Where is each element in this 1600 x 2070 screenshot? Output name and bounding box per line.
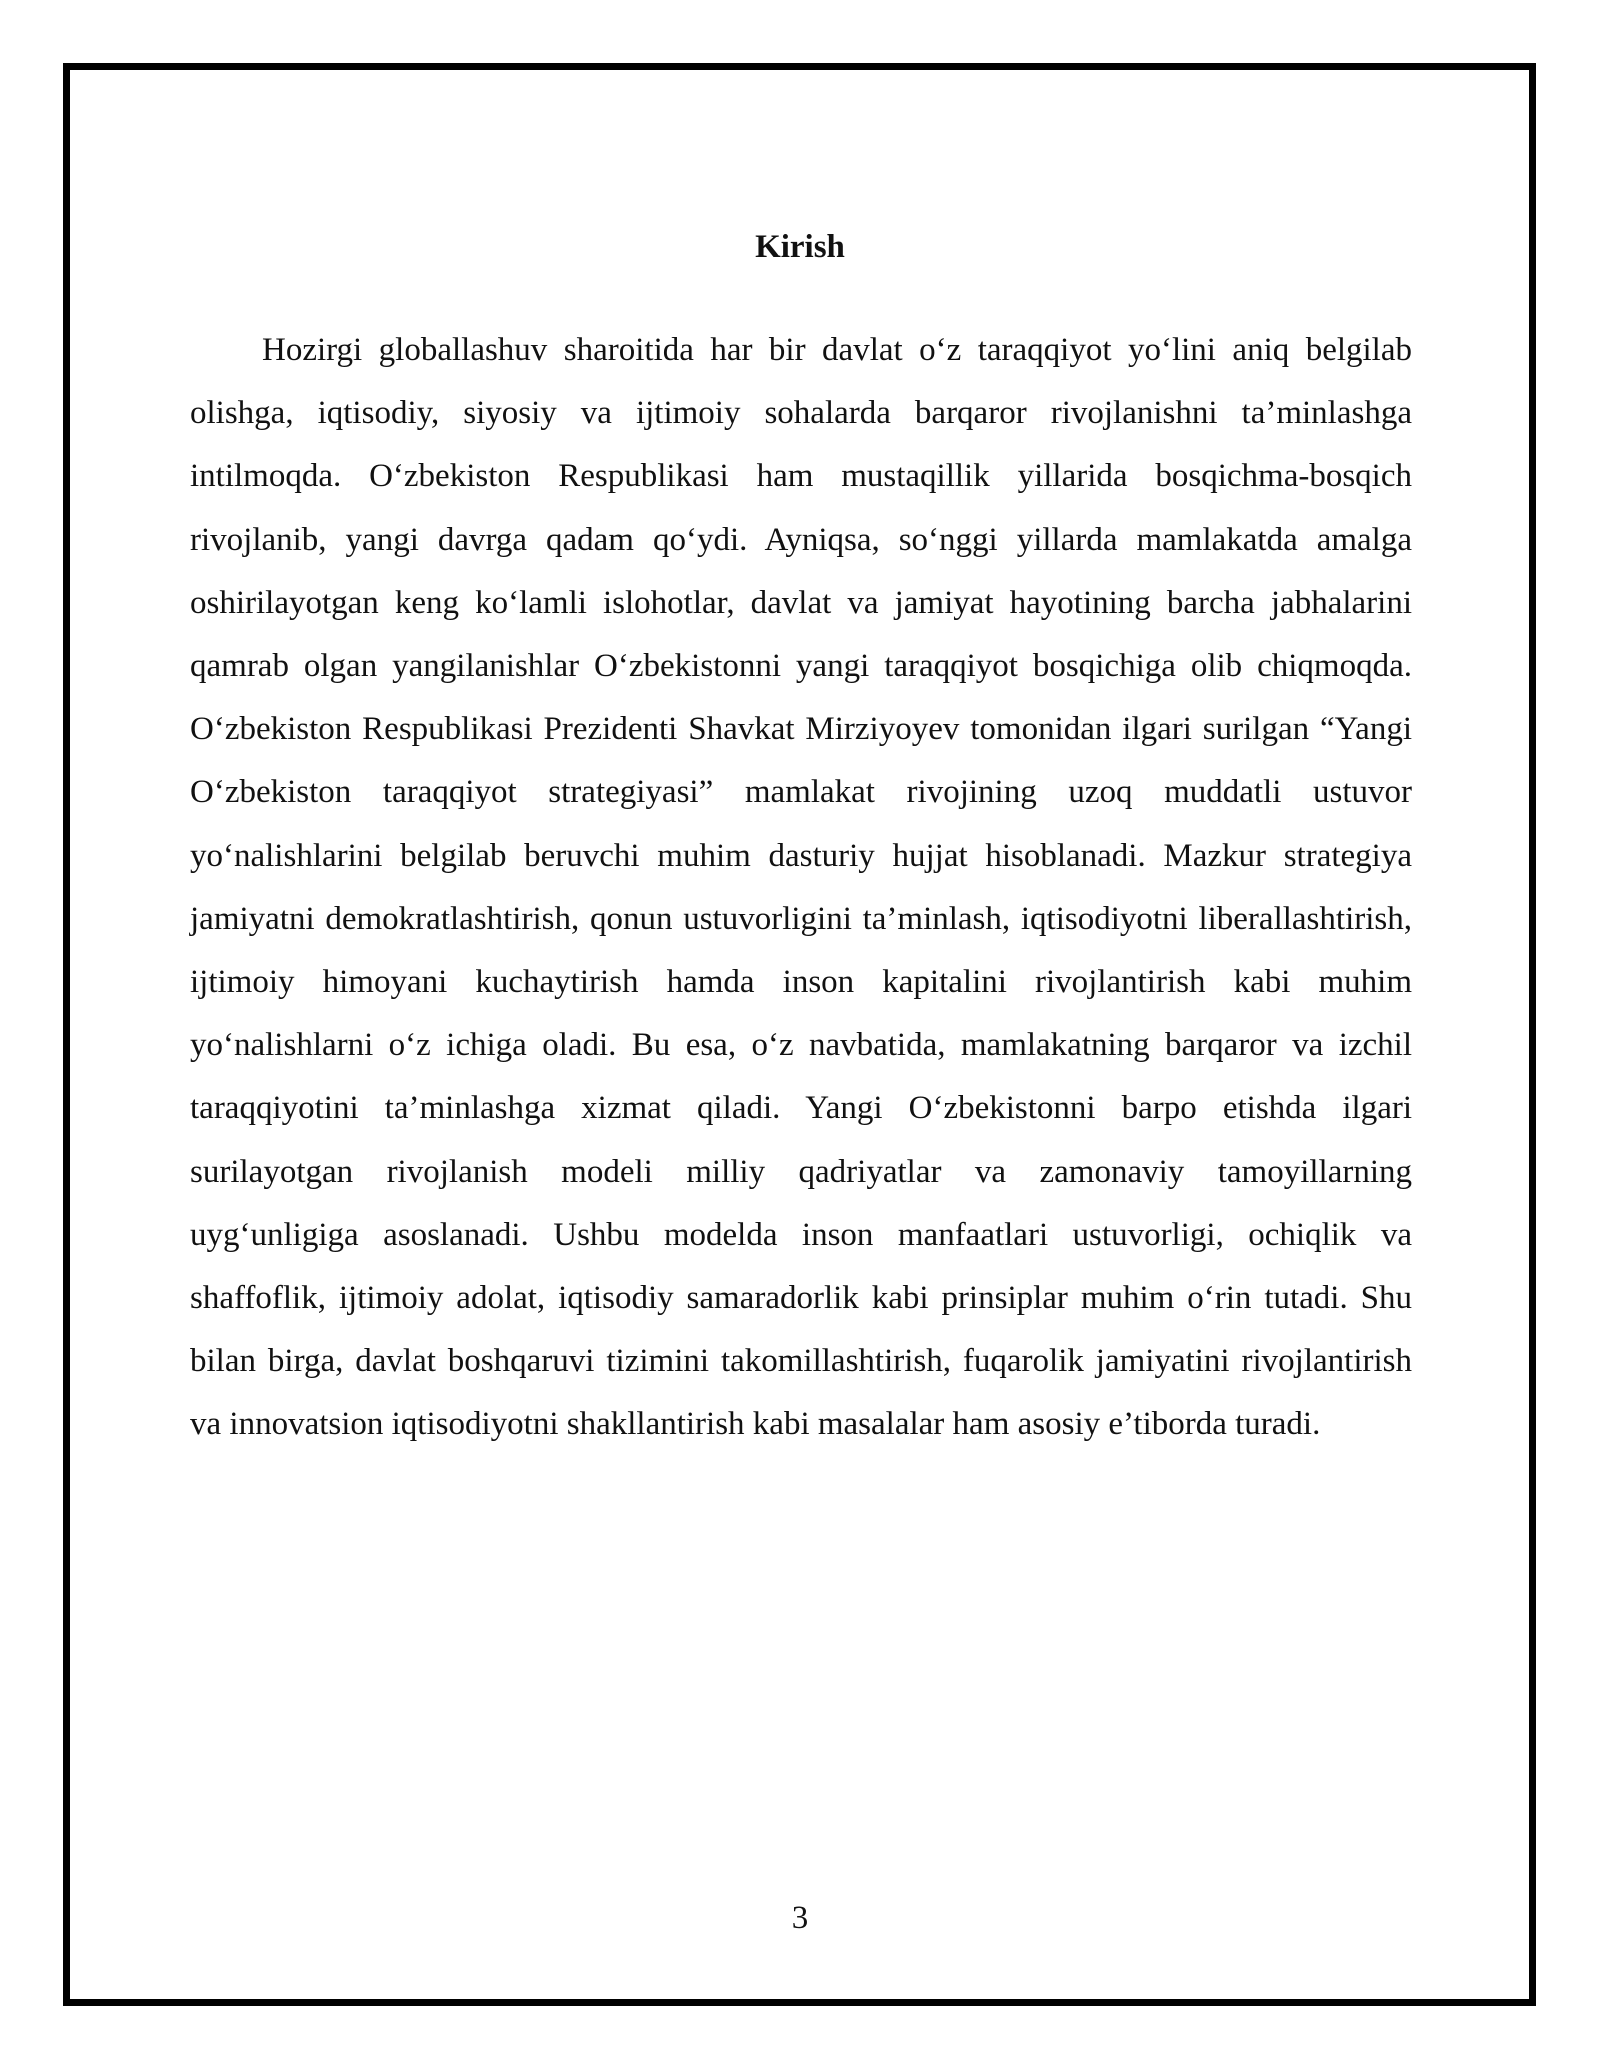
body-paragraph: Hozirgi globallashuv sharoitida har bir davlat o‘z taraqqiyot yo‘lini aniq belgilab olishga, iqtisodiy, siyosiy va ijtimoiy sohalarda barqaror rivojlanishni ta’minlashga intilmoqda. O‘zbekiston Respublikasi ham mustaqillik yillarida bosqichma-bosqich rivojlanib, yangi davrga qadam qo‘ydi. Ayniqsa, so‘nggi yillarda mamlakatda amalga oshirilayotgan keng ko‘lamli islohotlar, davlat va jamiyat hayotining barcha jabhalarini qamrab olgan yangilanishlar O‘zbekistonni yangi taraqqiyot bosqichiga olib chiqmoqda. O‘zbekiston Respublikasi Prezidenti Shavkat Mirziyoyev tomonidan ilgari surilgan “Yangi O‘zbekiston taraqqiyot strategiyasi” mamlakat rivojining uzoq muddatli ustuvor yo‘nalishlarini belgilab beruvchi muhim dasturiy hujjat hisoblanadi. Mazkur strategiya jamiyatni demokratlashtirish, qonun ustuvorligini ta’minlash, iqtisodiyotni liberallashtirish, ijtimoiy himoyani kuchaytirish hamda inson kapitalini rivojlantirish kabi muhim yo‘nalishlarni o‘z ichiga oladi. Bu esa, o‘z navbatida, mamlakatning barqaror va izchil taraqqiyotini ta’minlashga xizmat qiladi. Yangi O‘zbekistonni barpo etishda ilgari surilayotgan rivojlanish modeli milliy qadriyatlar va zamonaviy tamoyillarning uyg‘unligiga asoslanadi. Ushbu modelda inson manfaatlari ustuvorligi, ochiqlik va shaffoflik, ijtimoiy adolat, iqtisodiy samaradorlik kabi prinsiplar muhim o‘rin tutadi. Shu bilan birga, davlat boshqaruvi tizimini takomillashtirish, fuqarolik jamiyatini rivojlantirish va innovatsion iqtisodiyotni shakllantirish kabi masalalar ham asosiy e’tiborda turadi. <box>190 332 1412 1443</box>
section-title: Kirish <box>755 229 845 265</box>
page-number: 3 <box>791 1900 809 1936</box>
